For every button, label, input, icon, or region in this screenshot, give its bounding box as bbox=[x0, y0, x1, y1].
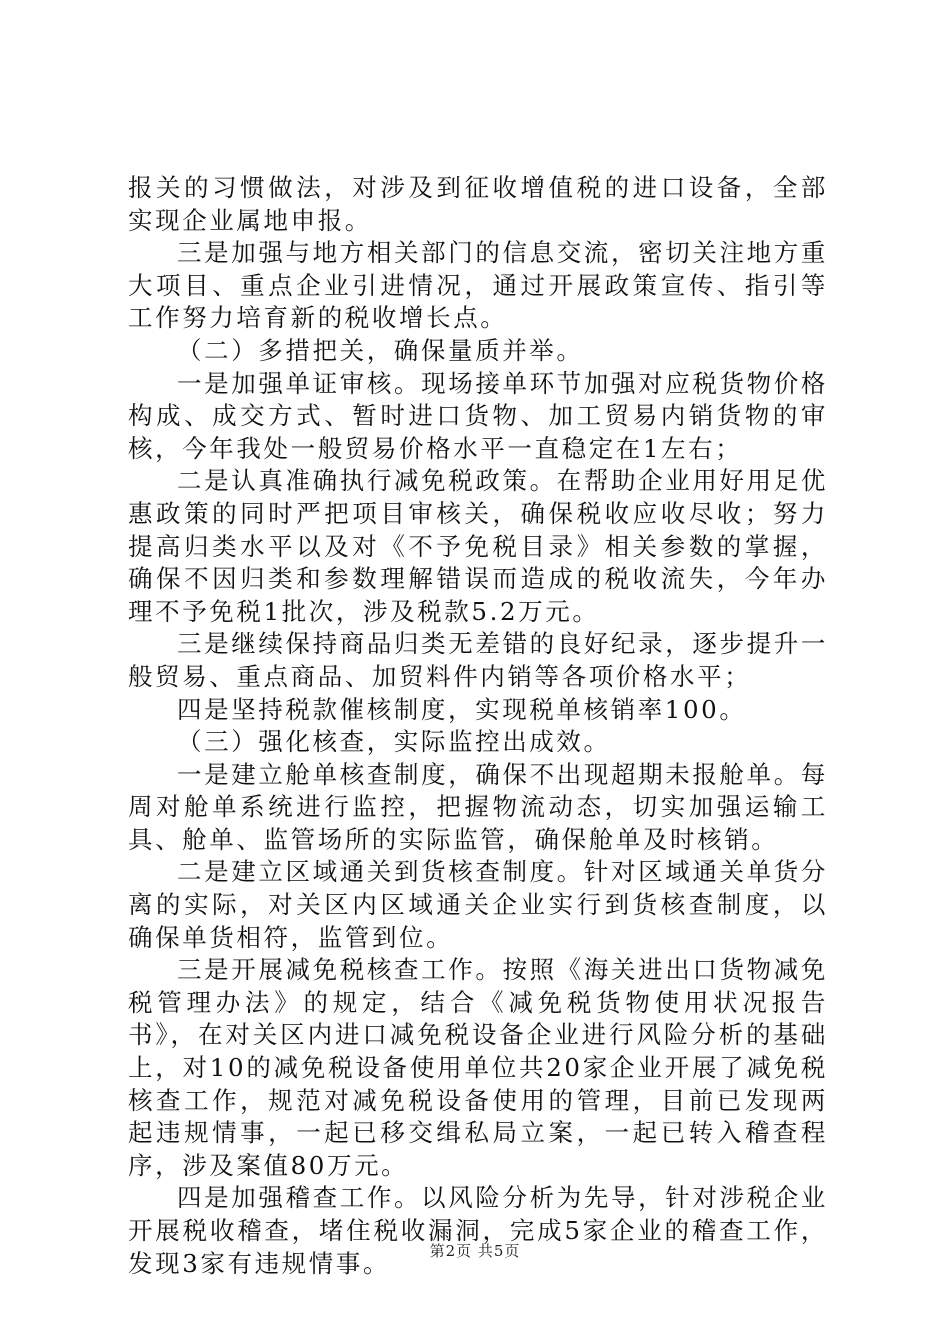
document-body bbox=[128, 172, 828, 1280]
paragraph-local-info-exchange: 三是加强与地方相关部门的信息交流，密切关注地方重大项目、重点企业引进情况，通过开展政策宣传、指引等工作努力培育新的税收增长点。 bbox=[128, 238, 828, 333]
paragraph-classification-record: 三是继续保持商品归类无差错的良好纪录，逐步提升一般贸易、重点商品、加贸料件内销等各项价格水平； bbox=[128, 629, 828, 691]
paragraph-tax-exemption-policy: 二是认真准确执行减免税政策。在帮助企业用好用足优惠政策的同时严把项目审核关，确保税收应收尽收；努力提高归类水平以及对《不予免税目录》相关参数的掌握，确保不因归类和参数理解错误而造成的税收流失，今年办理不予免税1批次，涉及税款5.2万元。 bbox=[128, 466, 828, 626]
paragraph-inspection-work: 四是加强稽查工作。以风险分析为先导，针对涉税企业开展税收稽查，堵住税收漏洞，完成5家企业的稽查工作，发现3家有违规情事。 bbox=[128, 1183, 828, 1278]
paragraph-exemption-audit: 三是开展减免税核查工作。按照《海关进出口货物减免税管理办法》的规定，结合《减免税货物使用状况报告书》，在对关区内进口减免税设备企业进行风险分析的基础上，对10的减免税设备使用单位共20家企业开展了减免税核查工作，规范对减免税设备使用的管理，目前已发现两起违规情事，一起已移交缉私局立案，一起已转入稽查程序，涉及案值80万元。 bbox=[128, 955, 828, 1180]
paragraph-document-review: 一是加强单证审核。现场接单环节加强对应税货物价格构成、成交方式、暂时进口货物、加工贸易内销货物的审核，今年我处一般贸易价格水平一直稳定在1左右； bbox=[128, 368, 828, 463]
paragraph-manifest-check: 一是建立舱单核查制度，确保不出现超期未报舱单。每周对舱单系统进行监控，把握物流动态，切实加强运输工具、舱单、监管场所的实际监管，确保舱单及时核销。 bbox=[128, 759, 828, 854]
page-number: 第2页 共5页 bbox=[429, 1242, 521, 1260]
section-heading-3: （三）强化核查，实际监控出成效。 bbox=[177, 727, 611, 757]
section-heading-2: （二）多措把关，确保量质并举。 bbox=[177, 335, 584, 365]
paragraph-continuation: 报关的习惯做法，对涉及到征收增值税的进口设备，全部实现企业属地申报。 bbox=[128, 173, 828, 235]
paragraph-regional-clearance: 二是建立区域通关到货核查制度。针对区域通关单货分离的实际，对关区内区域通关企业实行到货核查制度，以确保单货相符，监管到位。 bbox=[128, 857, 828, 952]
paragraph-tax-verification: 四是坚持税款催核制度，实现税单核销率100。 bbox=[177, 694, 747, 724]
